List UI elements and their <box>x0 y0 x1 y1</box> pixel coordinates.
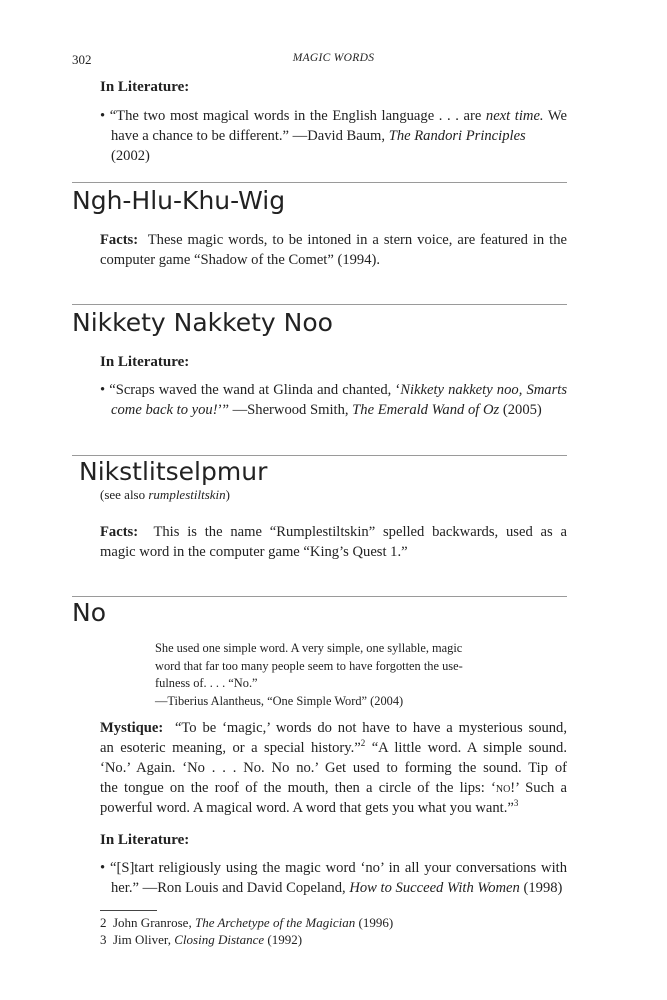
page-number: 302 <box>72 52 92 67</box>
footnote-ref-3: 3 <box>513 798 519 809</box>
mystique-line-5 <box>100 798 567 818</box>
ngh-facts-line-2: computer game “Shadow of the Comet” (1994). <box>100 252 381 268</box>
mystique-text-4b: !’ Such a <box>510 780 567 796</box>
no-lit-year: (1998) <box>523 880 563 896</box>
baum-quote-text-b: We <box>543 108 568 124</box>
mystique-no-smallcaps: no <box>495 780 511 796</box>
mystique-line-3: ‘No.’ Again. ‘No . . . No. No no.’ Get used to forming the sound. Tip of <box>100 760 567 776</box>
baum-book-title: The Randori Principles <box>388 128 526 144</box>
footnote-title: The Archetype of the Magician <box>194 915 356 930</box>
epigraph-line-1: She used one simple word. A very simple, one syllable, magic <box>155 641 463 655</box>
entry-divider <box>72 455 567 456</box>
nikst-facts-line-2: magic word in the computer game “King’s Quest 1.” <box>100 544 408 560</box>
facts-label: Facts: <box>100 232 139 248</box>
footnote-ref-2: 2 <box>360 738 366 749</box>
facts-label: Facts: <box>100 524 139 540</box>
entry-divider <box>72 304 567 305</box>
subhead-in-literature: In Literature: <box>100 79 190 95</box>
mystique-line-2 <box>100 738 567 758</box>
footnote-number: 2 <box>100 915 107 930</box>
nikkety-quote-line-2 <box>111 400 567 420</box>
subhead-in-literature: In Literature: <box>100 354 190 370</box>
nikkety-attribution: ’” —Sherwood Smith, <box>217 402 353 418</box>
nikkety-quote-text: “Scraps waved the wand at Glinda and chanted, ‘ <box>109 382 401 398</box>
see-also-prefix: (see also <box>100 487 149 502</box>
mystique-text-2b: “A little word. A simple sound. <box>365 740 567 756</box>
baum-year: (2002) <box>111 148 150 164</box>
baum-attribution: have a chance to be different.” —David Baum, <box>111 128 389 144</box>
footnote-separator <box>100 910 157 911</box>
entry-heading-nikkety-nakkety-noo: Nikkety Nakkety Noo <box>72 308 333 337</box>
nikkety-book-title: The Emerald Wand of Oz <box>352 402 500 418</box>
mystique-line-1 <box>100 718 567 738</box>
baum-quote-text-a: • “The two most magical words in the English language . . . are <box>100 108 486 124</box>
footnote-3 <box>100 931 302 948</box>
no-lit-book-title: How to Succeed With Women <box>349 880 520 896</box>
subhead-in-literature: In Literature: <box>100 832 190 848</box>
nikst-facts-text-1: This is the name “Rumplestiltskin” spelled backwards, used as a <box>153 524 567 540</box>
footnote-author: Jim Oliver, <box>113 932 175 947</box>
nikkety-chant-end: come back to you! <box>111 402 218 418</box>
see-also-link-rumplestiltskin: rumplestiltskin <box>148 487 226 502</box>
footnote-year: (1996) <box>355 915 394 930</box>
baum-quote-line-1 <box>100 106 567 126</box>
see-also <box>100 487 230 503</box>
epigraph-line-3: fulness of. . . . “No.” <box>155 676 258 690</box>
no-lit-line-2 <box>111 878 567 898</box>
entry-heading-nikstlitselpmur: Nikstlitselpmur <box>79 457 268 486</box>
no-lit-line-1: • “[S]tart religiously using the magic word ‘no’ in all your conversations with <box>100 860 567 876</box>
nikkety-chant: Nikkety nakkety noo, Smarts <box>400 382 568 398</box>
entry-divider <box>72 182 567 183</box>
mystique-text-2a: an esoteric meaning, or a special history.” <box>100 740 361 756</box>
entry-heading-ngh-hlu-khu-wig: Ngh-Hlu-Khu-Wig <box>72 186 286 215</box>
running-title: MAGIC WORDS <box>292 52 375 64</box>
baum-quote-line-2 <box>111 126 567 166</box>
footnote-title: Closing Distance <box>174 932 265 947</box>
ngh-facts-text-1: These magic words, to be intoned in a stern voice, are featured in the <box>147 232 567 248</box>
entry-divider <box>72 596 567 597</box>
footnote-number: 3 <box>100 932 107 947</box>
nikkety-quote-line-1: • “Scraps waved the wand at Glinda and chanted, ‘Nikkety nakkety noo, Smarts <box>100 382 568 398</box>
no-lit-attribution: her.” —Ron Louis and David Copeland, <box>111 880 350 896</box>
see-also-suffix: ) <box>225 487 230 502</box>
mystique-text-1: “To be ‘magic,’ words do not have to have a mysterious sound, <box>174 720 568 736</box>
epigraph-attribution: —Tiberius Alantheus, “One Simple Word” (2004) <box>155 693 404 708</box>
baum-quote-emphasis: next time. <box>485 108 544 124</box>
nikst-facts-line-1 <box>100 522 567 542</box>
footnote-2 <box>100 914 393 931</box>
mystique-label: Mystique: <box>100 720 164 736</box>
mystique-text-4a: the tongue on the roof of the mouth, then a circle of the lips: ‘ <box>100 780 496 796</box>
no-lit-quote: “[S]tart religiously using the magic word ‘no’ in all your conversations with <box>109 860 567 876</box>
footnote-author: John Granrose, <box>113 915 195 930</box>
footnote-year: (1992) <box>264 932 303 947</box>
nikkety-year: (2005) <box>502 402 542 418</box>
ngh-facts-line-1 <box>100 230 567 250</box>
mystique-line-4 <box>100 778 567 798</box>
mystique-text-5: powerful word. A magical word. A word that gets you what you want.” <box>100 800 514 816</box>
epigraph-line-2: word that far too many people seem to have forgotten the use- <box>155 658 463 673</box>
entry-heading-no: No <box>72 598 106 627</box>
